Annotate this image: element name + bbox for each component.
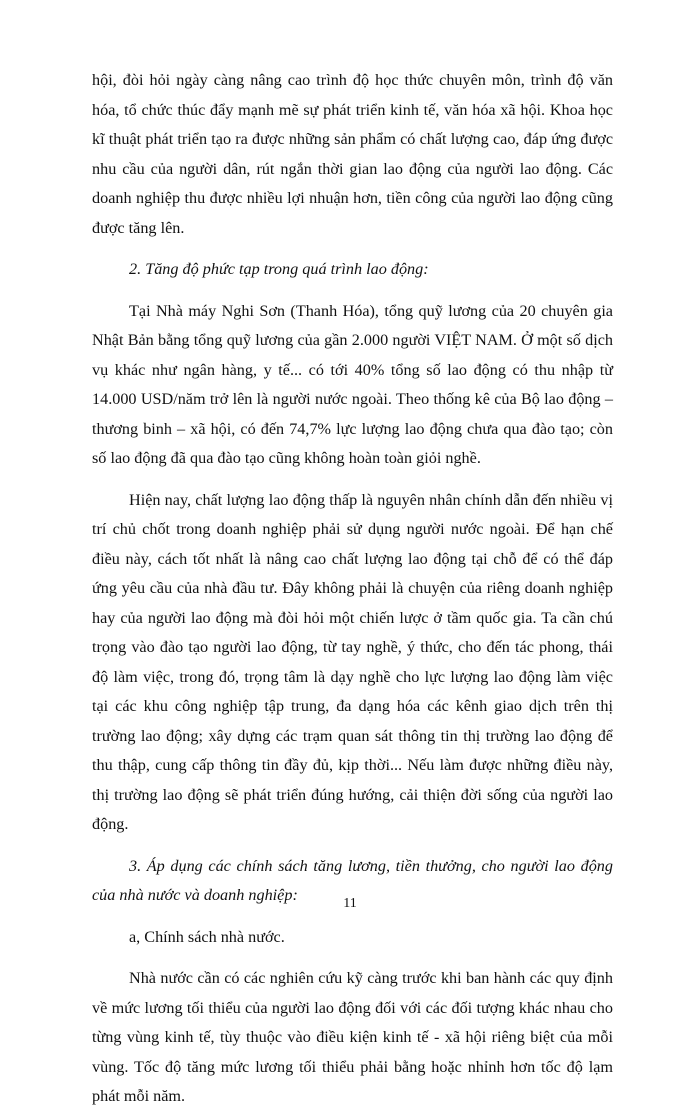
section-heading-2: 2. Tăng độ phức tạp trong quá trình lao động: bbox=[129, 260, 429, 278]
paragraph-labor-quality: Hiện nay, chất lượng lao động thấp là nguyên nhân chính dẫn đến nhiều vị trí chủ chốt trong doanh nghiệp phải sử dụng người nước ngoài. Để hạn chế điều này, cách tốt nhất là nâng cao chất lượng lao động tại chỗ để có thể đáp ứng yêu cầu của nhà đầu tư. Đây không phải là chuyện của riêng doanh nghiệp hay của người lao động mà đòi hỏi một chiến lược ở tầm quốc gia. Ta cần chú trọng vào đào tạo người lao động, từ tay nghề, ý thức, cho đến tác phong, thái độ làm việc, trong đó, trọng tâm là dạy nghề cho lực lượng lao động làm việc tại các khu công nghiệp tập trung, đa dạng hóa các kênh giao dịch trên thị trường lao động; xây dựng các trạm quan sát thông tin thị trường lao động để thu thập, cung cấp thông tin đầy đủ, kịp thời... Nếu làm được những điều này, thị trường lao động sẽ phát triển đúng hướng, cải thiện đời sống của người lao động. bbox=[92, 490, 613, 833]
page-body bbox=[92, 66, 613, 1112]
subheading-a: a, Chính sách nhà nước. bbox=[129, 927, 285, 946]
page-number: 11 bbox=[343, 896, 357, 911]
paragraph-nghi-son: Tại Nhà máy Nghi Sơn (Thanh Hóa), tổng quỹ lương của 20 chuyên gia Nhật Bản bằng tổng quỹ lương của gần 2.000 người VIỆT NAM. Ở một số dịch vụ khác như ngân hàng, y tế... có tới 40% tổng số lao động có thu nhập từ 14.000 USD/năm trở lên là người nước ngoài. Theo thống kê của Bộ lao động – thương binh – xã hội, có đến 74,7% lực lượng lao động chưa qua đào tạo; còn số lao động đã qua đào tạo cũng không hoàn toàn giỏi nghề. bbox=[92, 301, 613, 467]
paragraph-state-policy: Nhà nước cần có các nghiên cứu kỹ càng trước khi ban hành các quy định về mức lương tối thiểu của người lao động đối với các đối tượng khác nhau cho từng vùng kinh tế, tùy thuộc vào điều kiện kinh tế - xã hội riêng biệt của mỗi vùng. Tốc độ tăng mức lương tối thiểu phải bằng hoặc nhỉnh hơn tốc độ lạm phát mỗi năm. bbox=[92, 969, 613, 1105]
section-heading-3: 3. Áp dụng các chính sách tăng lương, tiền thưởng, cho người lao động của nhà nước và doanh nghiệp: bbox=[92, 856, 613, 904]
paragraph-continuation: hội, đòi hỏi ngày càng nâng cao trình độ học thức chuyên môn, trình độ văn hóa, tổ chức thúc đẩy mạnh mẽ sự phát triển kinh tế, văn hóa xã hội. Khoa học kĩ thuật phát triển tạo ra được những sản phẩm có chất lượng cao, đáp ứng được nhu cầu của người dân, rút ngắn thời gian lao động của người lao động. Các doanh nghiệp thu được nhiều lợi nhuận hơn, tiền công của người lao động cũng được tăng lên. bbox=[92, 71, 613, 237]
